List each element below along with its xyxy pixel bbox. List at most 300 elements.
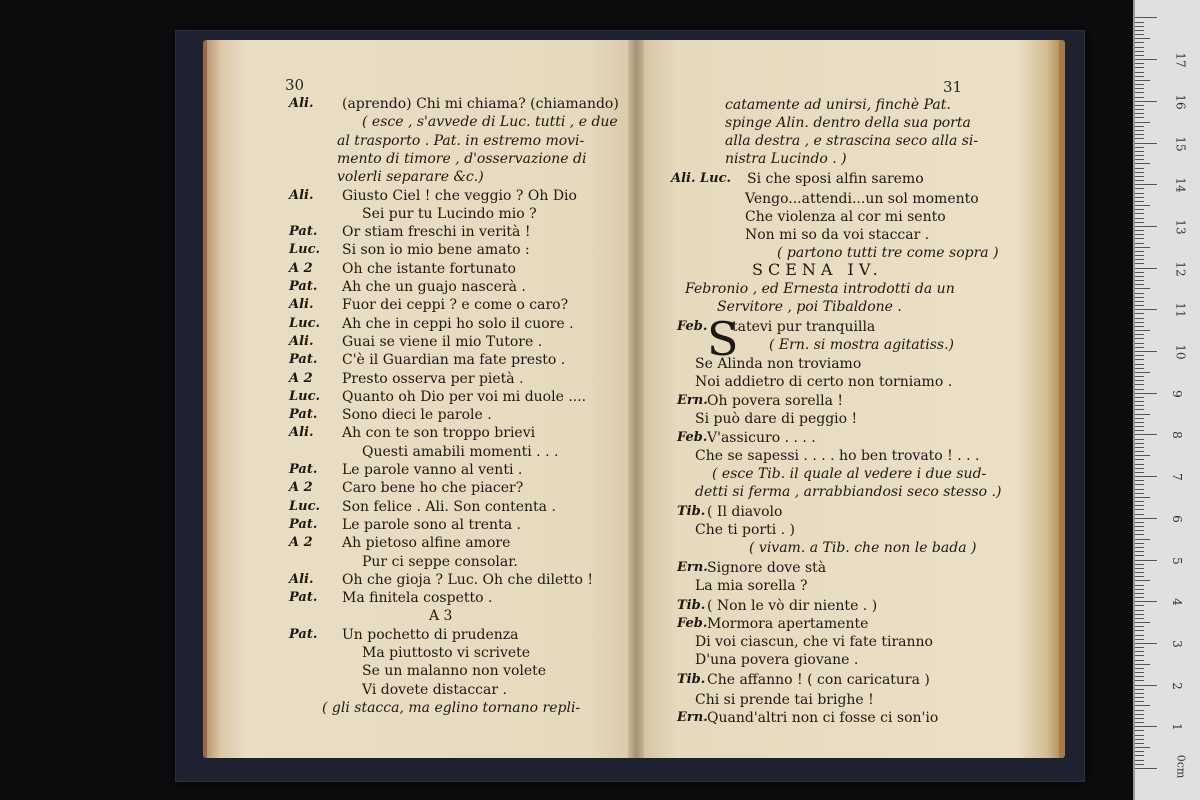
ruler-tick xyxy=(1135,430,1144,431)
text-line: Oh che istante fortunato xyxy=(342,260,516,277)
speaker-label: Pat. xyxy=(289,462,318,477)
text-line: volerli separare &c.) xyxy=(337,169,484,186)
ruler-tick xyxy=(1135,334,1144,335)
ruler-tick xyxy=(1135,355,1144,356)
ruler-tick xyxy=(1135,434,1157,435)
ruler-tick xyxy=(1135,414,1150,415)
ruler-tick xyxy=(1135,380,1144,381)
text-line: Giusto Ciel ! che veggio ? Oh Dio xyxy=(342,187,577,204)
ruler-tick xyxy=(1135,726,1157,727)
ruler-tick xyxy=(1135,34,1144,35)
ruler-tick xyxy=(1135,197,1144,198)
ruler-tick xyxy=(1135,397,1144,398)
ruler-tick xyxy=(1135,359,1144,360)
ruler-number: 13 xyxy=(1173,219,1188,235)
speaker-label: Feb. xyxy=(677,319,708,334)
text-line: al trasporto . Pat. in estremo movi- xyxy=(337,132,585,149)
ruler-tick xyxy=(1135,17,1157,18)
ruler-tick xyxy=(1135,234,1144,235)
speaker-label: A 2 xyxy=(289,535,313,551)
ruler-tick xyxy=(1135,676,1144,677)
ruler-tick xyxy=(1135,130,1144,131)
ruler-tick xyxy=(1135,647,1144,648)
ruler-tick xyxy=(1135,67,1144,68)
ruler-tick xyxy=(1135,218,1144,219)
ruler-tick xyxy=(1135,176,1144,177)
speaker-label: A 2 xyxy=(289,260,313,276)
text-line: Noi addietro di certo non torniamo . xyxy=(695,374,953,390)
text-line: ( esce Tib. il quale al vedere i due sud- xyxy=(712,466,987,482)
ruler-tick xyxy=(1135,493,1144,494)
ruler-tick xyxy=(1135,401,1144,402)
text-line: ( Non le vò dir niente . ) xyxy=(707,598,878,614)
ruler-tick xyxy=(1135,313,1144,314)
ruler-tick xyxy=(1135,660,1144,661)
ruler-tick xyxy=(1135,276,1144,277)
ruler-tick xyxy=(1135,159,1144,160)
ruler-tick xyxy=(1135,255,1144,256)
ruler-tick xyxy=(1135,38,1150,39)
ruler-tick xyxy=(1135,764,1144,765)
ruler-tick xyxy=(1135,464,1144,465)
ruler-tick xyxy=(1135,614,1144,615)
ruler-number: 12 xyxy=(1173,260,1188,277)
ruler-tick xyxy=(1135,568,1144,569)
ruler-tick xyxy=(1135,238,1144,239)
ruler-tick xyxy=(1135,639,1144,640)
scene-heading: SCENA IV. xyxy=(752,260,883,279)
text-line: Son felice . Ali. Son contenta . xyxy=(342,498,556,515)
ruler-tick xyxy=(1135,117,1144,118)
ruler-tick xyxy=(1135,530,1144,531)
ruler-tick xyxy=(1135,318,1144,319)
ruler-tick xyxy=(1135,88,1144,89)
text-line: detti si ferma , arrabbiandosi seco stesso .) xyxy=(695,484,1002,500)
ruler-tick xyxy=(1135,739,1144,740)
ruler-tick xyxy=(1135,505,1144,506)
text-line: Se Alinda non troviamo xyxy=(695,356,862,372)
speaker-label: Ali. Luc. xyxy=(671,171,732,186)
ruler-tick xyxy=(1135,576,1144,577)
ruler-tick xyxy=(1135,105,1144,106)
ruler-tick xyxy=(1135,685,1157,686)
ruler-tick xyxy=(1135,714,1144,715)
text-line: Guai se viene il mio Tutore . xyxy=(342,333,543,350)
ruler-number: 8 xyxy=(1169,431,1184,440)
ruler-tick xyxy=(1135,26,1144,27)
ruler-tick xyxy=(1135,751,1144,752)
speaker-label: Luc. xyxy=(289,388,321,404)
ruler-tick xyxy=(1135,138,1144,139)
text-line: Servitore , poi Tibaldone . xyxy=(717,299,902,315)
ruler-tick xyxy=(1135,755,1144,756)
speaker-label: Pat. xyxy=(289,516,318,532)
ruler-tick xyxy=(1135,368,1144,369)
ruler-tick xyxy=(1135,543,1144,544)
ruler-tick xyxy=(1135,226,1157,227)
speaker-label: Pat. xyxy=(289,224,318,240)
ruler-tick xyxy=(1135,63,1144,64)
text-line: Di voi ciascun, che vi fate tiranno xyxy=(695,634,933,650)
ruler-tick xyxy=(1135,209,1144,210)
ruler-tick xyxy=(1135,672,1144,673)
text-line: ( partono tutti tre come sopra ) xyxy=(777,245,999,261)
ruler-tick xyxy=(1135,393,1157,394)
text-line: Si che sposi alfin saremo xyxy=(747,171,924,187)
ruler-tick xyxy=(1135,384,1144,385)
text-line: C'è il Guardian ma fate presto . xyxy=(342,352,566,369)
left-page xyxy=(203,40,639,758)
ruler-tick xyxy=(1135,710,1144,711)
ruler-tick xyxy=(1135,422,1144,423)
page-number-left: 30 xyxy=(285,76,305,94)
text-line: Signore dove stà xyxy=(707,560,827,576)
speaker-label: Pat. xyxy=(289,626,318,642)
ruler-tick xyxy=(1135,201,1144,202)
text-line: spinge Alin. dentro della sua porta xyxy=(725,115,971,131)
ruler-tick xyxy=(1135,547,1144,548)
ruler-tick xyxy=(1135,288,1150,289)
ruler-tick xyxy=(1135,409,1144,410)
ruler-tick xyxy=(1135,297,1144,298)
text-line: Fuor dei ceppi ? e come o caro? xyxy=(342,297,569,314)
ruler-tick xyxy=(1135,222,1144,223)
ruler-tick xyxy=(1135,730,1144,731)
ruler-tick xyxy=(1135,126,1144,127)
ruler-tick xyxy=(1135,635,1144,636)
text-line: Ah con te son troppo brievi xyxy=(342,425,536,442)
ruler-tick xyxy=(1135,213,1144,214)
ruler-tick xyxy=(1135,514,1144,515)
ruler-tick xyxy=(1135,305,1144,306)
ruler-tick xyxy=(1135,735,1144,736)
ruler-tick xyxy=(1135,610,1144,611)
ruler-tick xyxy=(1135,626,1144,627)
text-line: Un pochetto di prudenza xyxy=(342,626,519,643)
speaker-label: Luc. xyxy=(289,498,321,514)
ruler-tick xyxy=(1135,601,1157,602)
ruler-tick xyxy=(1135,72,1144,73)
ruler-tick xyxy=(1135,372,1150,373)
speaker-label: Ali. xyxy=(289,425,314,441)
text-line: Che se sapessi . . . . ho ben trovato ! . . . xyxy=(695,448,980,464)
ruler-tick xyxy=(1135,630,1144,631)
ruler-tick xyxy=(1135,572,1144,573)
page-number-right: 31 xyxy=(943,78,963,96)
ruler-tick xyxy=(1135,476,1157,477)
ruler-tick xyxy=(1135,539,1150,540)
ruler-tick xyxy=(1135,30,1144,31)
text-line: ( Ern. si mostra agitatiss.) xyxy=(769,337,955,353)
ruler-tick xyxy=(1135,472,1144,473)
ruler-number: 6 xyxy=(1169,514,1184,523)
ruler-tick xyxy=(1135,597,1144,598)
ruler-tick xyxy=(1135,489,1144,490)
text-line: Febronio , ed Ernesta introdotti da un xyxy=(685,281,955,297)
ruler-tick xyxy=(1135,680,1144,681)
speaker-label: Feb. xyxy=(677,430,708,445)
ruler-tick xyxy=(1135,534,1144,535)
text-line: Or stiam freschi in verità ! xyxy=(342,224,531,241)
text-line: ( esce , s'avvede di Luc. tutti , e due xyxy=(362,114,618,131)
text-line: Vengo...attendi...un sol momento xyxy=(745,191,979,207)
ruler-tick xyxy=(1135,301,1144,302)
text-line: Non mi so da voi staccar . xyxy=(745,227,930,243)
ruler-tick xyxy=(1135,618,1144,619)
speaker-label: Ali. xyxy=(289,297,314,313)
ruler-number: 14 xyxy=(1173,177,1188,193)
ruler-tick xyxy=(1135,484,1144,485)
ruler-tick xyxy=(1135,326,1144,327)
ruler-tick xyxy=(1135,268,1157,269)
text-line: Si può dare di peggio ! xyxy=(695,411,858,427)
text-line: ( vivam. a Tib. che non le bada ) xyxy=(749,540,977,556)
ruler-tick xyxy=(1135,551,1144,552)
ruler-tick xyxy=(1135,747,1150,748)
ruler-tick xyxy=(1135,418,1144,419)
text-line: A 3 xyxy=(429,608,453,625)
ruler-tick xyxy=(1135,293,1144,294)
speaker-label: Luc. xyxy=(289,315,321,331)
text-line: Le parole vanno al venti . xyxy=(342,462,523,478)
ruler-tick xyxy=(1135,84,1144,85)
speaker-label: Tib. xyxy=(677,504,706,519)
ruler-tick xyxy=(1135,59,1157,60)
ruler-tick xyxy=(1135,143,1157,144)
speaker-label: Ern. xyxy=(677,393,708,408)
text-line: tatevi pur tranquilla xyxy=(732,319,876,335)
text-line: (aprendo) Chi mi chiama? (chiamando) xyxy=(342,96,619,112)
text-line: Che ti porti . ) xyxy=(695,522,796,538)
ruler-tick xyxy=(1135,526,1144,527)
ruler-tick xyxy=(1135,113,1144,114)
ruler-number: 1 xyxy=(1169,723,1184,732)
speaker-label: Pat. xyxy=(289,590,318,606)
ruler-tick xyxy=(1135,330,1150,331)
text-line: Chi si prende tai brighe ! xyxy=(695,692,874,708)
ruler-tick xyxy=(1135,443,1144,444)
ruler-number: 16 xyxy=(1173,94,1188,110)
speaker-label: Ali. xyxy=(289,187,314,203)
speaker-label: A 2 xyxy=(289,480,313,496)
text-line: Caro bene ho che piacer? xyxy=(342,480,524,497)
speaker-label: Ali. xyxy=(289,571,314,587)
ruler-tick xyxy=(1135,651,1144,652)
ruler-tick xyxy=(1135,451,1144,452)
text-line: Che affanno ! ( con caricatura ) xyxy=(707,672,930,688)
ruler-tick xyxy=(1135,405,1144,406)
ruler-number: 3 xyxy=(1169,640,1184,648)
ruler-tick xyxy=(1135,180,1144,181)
ruler-tick xyxy=(1135,284,1144,285)
ruler-tick xyxy=(1135,697,1144,698)
ruler-tick xyxy=(1135,263,1144,264)
ruler-tick xyxy=(1135,122,1150,123)
ruler-tick xyxy=(1135,455,1150,456)
text-line: Sono dieci le parole . xyxy=(342,407,492,424)
ruler-tick xyxy=(1135,593,1144,594)
text-line: Ah che in ceppi ho solo il cuore . xyxy=(342,315,574,332)
speaker-label: Tib. xyxy=(677,598,706,613)
text-line: Presto osserva per pietà . xyxy=(342,370,524,387)
ruler-tick xyxy=(1135,205,1150,206)
text-line: nistra Lucindo . ) xyxy=(725,151,847,167)
text-line: ( Il diavolo xyxy=(707,504,783,520)
ruler-tick xyxy=(1135,51,1144,52)
ruler-tick xyxy=(1135,101,1157,102)
text-line: Pur ci seppe consolar. xyxy=(362,553,518,570)
speaker-label: Pat. xyxy=(289,279,318,294)
ruler-tick xyxy=(1135,92,1144,93)
text-line: Oh povera sorella ! xyxy=(707,393,843,409)
ruler-tick xyxy=(1135,655,1144,656)
ruler-tick xyxy=(1135,351,1157,352)
text-line: Oh che gioja ? Luc. Oh che diletto ! xyxy=(342,571,594,588)
speaker-label: Ern. xyxy=(677,710,708,725)
speaker-label: Feb. xyxy=(677,616,708,631)
ruler-number: 17 xyxy=(1173,52,1188,68)
ruler-tick xyxy=(1135,643,1157,644)
text-line: La mia sorella ? xyxy=(695,578,808,594)
ruler-tick xyxy=(1135,459,1144,460)
ruler-tick xyxy=(1135,343,1144,344)
ruler-tick xyxy=(1135,193,1144,194)
ruler-tick xyxy=(1135,768,1157,769)
text-line: V'assicuro . . . . xyxy=(707,430,816,446)
ruler-tick xyxy=(1135,426,1144,427)
ruler-tick xyxy=(1135,109,1144,110)
ruler-tick xyxy=(1135,338,1144,339)
ruler-tick xyxy=(1135,689,1144,690)
text-line: Vi dovete distaccar . xyxy=(362,681,507,698)
ruler-tick xyxy=(1135,47,1144,48)
ruler-tick xyxy=(1135,184,1157,185)
ruler-tick xyxy=(1135,322,1144,323)
ruler-tick xyxy=(1135,585,1144,586)
ruler-tick xyxy=(1135,701,1144,702)
text-line: Si son io mio bene amato : xyxy=(342,242,530,259)
ruler-tick xyxy=(1135,605,1144,606)
ruler-tick xyxy=(1135,389,1144,390)
ruler-tick xyxy=(1135,243,1144,244)
speaker-label: Pat. xyxy=(289,407,318,423)
ruler-tick xyxy=(1135,259,1144,260)
ruler-tick xyxy=(1135,55,1144,56)
ruler-tick xyxy=(1135,155,1144,156)
text-line: Sei pur tu Lucindo mio ? xyxy=(362,205,537,222)
text-line: Ah pietoso alfine amore xyxy=(342,535,511,552)
speaker-label: Luc. xyxy=(289,242,321,258)
ruler-tick xyxy=(1135,147,1144,148)
ruler-tick xyxy=(1135,188,1144,189)
ruler-number: 11 xyxy=(1173,302,1188,318)
text-line: Mormora apertamente xyxy=(707,616,869,632)
ruler-tick xyxy=(1135,80,1150,81)
ruler-tick xyxy=(1135,97,1144,98)
ruler-tick xyxy=(1135,564,1144,565)
ruler-tick xyxy=(1135,509,1144,510)
speaker-label: Pat. xyxy=(289,352,318,368)
ruler-tick xyxy=(1135,364,1144,365)
speaker-label: Ali. xyxy=(289,333,314,349)
ruler-tick xyxy=(1135,439,1144,440)
ruler-tick xyxy=(1135,272,1144,273)
measuring-ruler xyxy=(1133,0,1200,800)
ruler-tick xyxy=(1135,705,1150,706)
book-gutter xyxy=(628,40,644,758)
text-line: Che violenza al cor mi sento xyxy=(745,209,946,225)
text-line: D'una povera giovane . xyxy=(695,652,859,668)
ruler-tick xyxy=(1135,247,1150,248)
ruler-tick xyxy=(1135,22,1144,23)
text-line: Se un malanno non volete xyxy=(362,663,547,680)
ruler-tick xyxy=(1135,251,1144,252)
ruler-tick xyxy=(1135,230,1144,231)
ruler-tick xyxy=(1135,580,1150,581)
ruler-tick xyxy=(1135,163,1150,164)
ruler-number: 9 xyxy=(1169,389,1184,398)
ruler-tick xyxy=(1135,501,1144,502)
ruler-tick xyxy=(1135,134,1144,135)
text-line: Le parole sono al trenta . xyxy=(342,516,521,533)
drop-cap: S xyxy=(707,312,739,366)
text-line: Quanto oh Dio per voi mi duole .... xyxy=(342,388,587,405)
ruler-tick xyxy=(1135,743,1144,744)
speaker-label: A 2 xyxy=(289,370,313,386)
text-line: Questi amabili momenti . . . xyxy=(362,443,559,460)
text-line: Ma piuttosto vi scrivete xyxy=(362,645,531,661)
right-page xyxy=(637,40,1065,758)
text-line: ( gli stacca, ma eglino tornano repli- xyxy=(322,699,581,716)
ruler-number: 10 xyxy=(1173,344,1188,360)
text-line: Quand'altri non ci fosse ci son'io xyxy=(707,710,939,726)
ruler-unit-label: 0cm xyxy=(1174,754,1188,779)
ruler-tick xyxy=(1135,589,1144,590)
ruler-number: 4 xyxy=(1169,598,1184,607)
ruler-tick xyxy=(1135,447,1144,448)
ruler-tick xyxy=(1135,555,1144,556)
ruler-number: 15 xyxy=(1173,135,1188,152)
ruler-number: 2 xyxy=(1169,681,1184,690)
ruler-tick xyxy=(1135,376,1144,377)
speaker-label: Ali. xyxy=(289,96,314,111)
text-line: mento di timore , d'osservazione di xyxy=(337,150,587,167)
ruler-tick xyxy=(1135,560,1157,561)
text-line: Ma finitela cospetto . xyxy=(342,590,493,607)
ruler-tick xyxy=(1135,522,1144,523)
ruler-tick xyxy=(1135,468,1144,469)
text-line: Ah che un guajo nascerà . xyxy=(342,279,526,295)
ruler-tick xyxy=(1135,347,1144,348)
ruler-number: 7 xyxy=(1169,473,1184,481)
ruler-number: 5 xyxy=(1169,556,1184,565)
ruler-tick xyxy=(1135,76,1144,77)
ruler-tick xyxy=(1135,280,1144,281)
ruler-tick xyxy=(1135,497,1150,498)
text-line: alla destra , e strascina seco alla si- xyxy=(725,133,979,149)
ruler-tick xyxy=(1135,722,1144,723)
ruler-tick xyxy=(1135,760,1144,761)
ruler-tick xyxy=(1135,480,1144,481)
ruler-tick xyxy=(1135,622,1150,623)
ruler-tick xyxy=(1135,668,1144,669)
ruler-tick xyxy=(1135,664,1150,665)
ruler-tick xyxy=(1135,151,1144,152)
ruler-tick xyxy=(1135,309,1157,310)
ruler-tick xyxy=(1135,518,1157,519)
speaker-label: Tib. xyxy=(677,672,706,687)
text-line: catamente ad unirsi, finchè Pat. xyxy=(725,97,951,113)
